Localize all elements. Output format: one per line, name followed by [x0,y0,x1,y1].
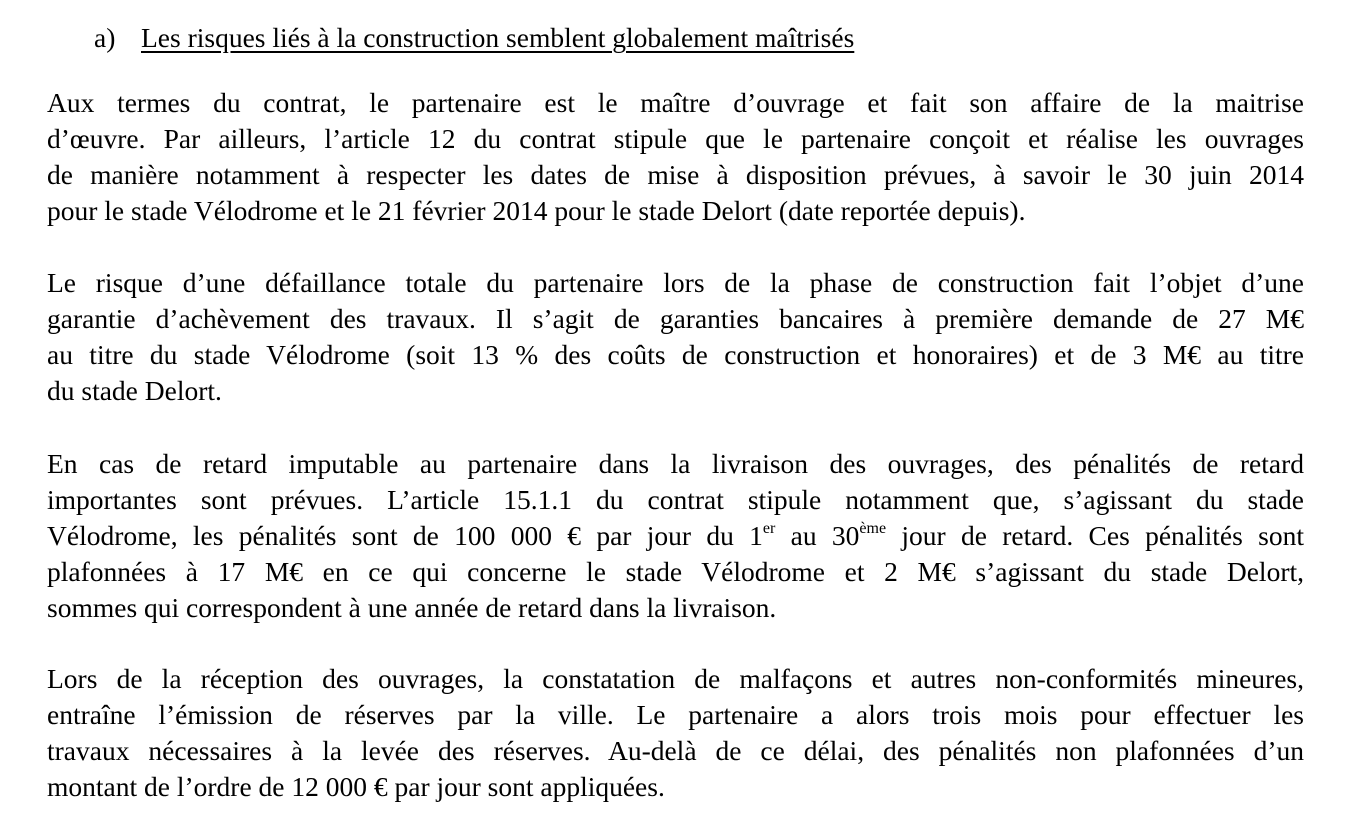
text-line: En cas de retard imputable au partenaire dans la livraison des ouvrages, des pénalités de retard [47,448,1304,479]
section-number: a) [94,22,116,53]
section-title: Les risques liés à la construction semblent globalement maîtrisés [141,22,855,53]
paragraph-1 [47,85,1304,229]
text-fragment: jour de retard. Ces pénalités sont [886,520,1304,551]
text-line: entraîne l’émission de réserves par la ville. Le partenaire a alors trois mois pour effectuer les [47,699,1304,730]
paragraph-4 [47,661,1304,805]
text-fragment: au 30 [775,520,860,551]
text-line: Le risque d’une défaillance totale du partenaire lors de la phase de construction fait l’objet d’une [47,267,1304,298]
text-fragment: Vélodrome, les pénalités sont de 100 000 € par jour du 1 [47,520,763,551]
text-line: du stade Delort. [47,375,222,406]
text-line: sommes qui correspondent à une année de retard dans la livraison. [47,592,777,623]
paragraph-3 [47,446,1304,626]
text-line: de manière notamment à respecter les dates de mise à disposition prévues, à savoir le 30 juin 2014 [47,159,1304,190]
text-line: Lors de la réception des ouvrages, la constatation de malfaçons et autres non-conformités mineures, [47,663,1304,694]
paragraph-2 [47,265,1304,409]
text-line: montant de l’ordre de 12 000 € par jour sont appliquées. [47,771,665,802]
text-line: pour le stade Vélodrome et le 21 février 2014 pour le stade Delort (date reportée depuis). [47,195,1026,226]
superscript-eme: ème [859,520,887,537]
text-line: travaux nécessaires à la levée des réserves. Au-delà de ce délai, des pénalités non plafonnées d’un [47,735,1304,766]
text-line: importantes sont prévues. L’article 15.1.1 du contrat stipule notamment que, s’agissant du stade [47,484,1304,515]
text-line: plafonnées à 17 M€ en ce qui concerne le stade Vélodrome et 2 M€ s’agissant du stade Delort, [47,556,1304,587]
text-line: d’œuvre. Par ailleurs, l’article 12 du contrat stipule que le partenaire conçoit et réalise les ouvrages [47,123,1304,154]
superscript-er: er [762,520,776,537]
text-line: Aux termes du contrat, le partenaire est le maître d’ouvrage et fait son affaire de la maitrise [47,87,1304,118]
text-line: garantie d’achèvement des travaux. Il s’agit de garanties bancaires à première demande de 27 M€ [47,303,1304,334]
text-line-with-superscripts [47,518,1304,554]
text-line: au titre du stade Vélodrome (soit 13 % des coûts de construction et honoraires) et de 3 M€ au titre [47,339,1304,370]
section-heading [47,18,854,58]
